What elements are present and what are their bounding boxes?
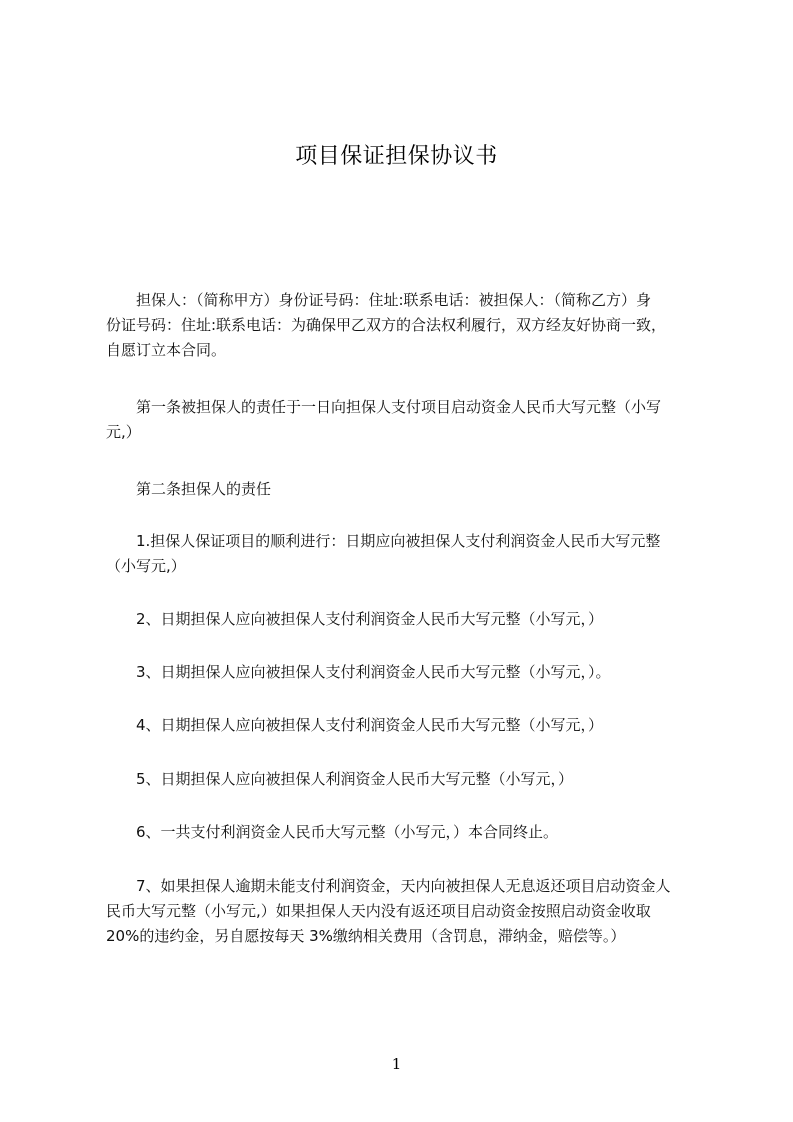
paragraph-item-7 xyxy=(106,874,700,949)
paragraph-item-2 xyxy=(106,607,700,632)
paragraph-line: 5、日期担保人应向被担保人利润资金人民币大写元整（小写元，） xyxy=(136,770,574,788)
paragraph-parties xyxy=(106,288,700,363)
paragraph-line: 3、日期担保人应向被担保人支付利润资金人民币大写元整（小写元，）。 xyxy=(136,663,611,681)
paragraph-item-5 xyxy=(106,767,700,792)
paragraph-line: 第二条担保人的责任 xyxy=(136,480,272,498)
paragraph-line: 第一条被担保人的责任于一日向担保人支付项目启动资金人民币大写元整（小写 xyxy=(136,398,662,416)
paragraph-item-4 xyxy=(106,713,700,738)
paragraph-line: （小写元,） xyxy=(106,557,186,575)
paragraph-line: 元,） xyxy=(106,423,141,441)
page-number: 1 xyxy=(391,1055,402,1073)
paragraph-item-3 xyxy=(106,660,700,685)
paragraph-line: 6、一共支付利润资金人民币大写元整（小写元，）本合同终止。 xyxy=(136,823,559,841)
paragraph-line: 民币大写元整（小写元,）如果担保人天内没有返还项目启动资金按照启动资金收取 xyxy=(106,902,651,920)
paragraph-line: 份证号码：住址:联系电话：为确保甲乙双方的合法权利履行，双方经友好协商一致， xyxy=(106,316,667,334)
paragraph-line: 自愿订立本合同。 xyxy=(106,341,227,359)
paragraph-line: 2、日期担保人应向被担保人支付利润资金人民币大写元整（小写元，） xyxy=(136,610,604,628)
document-title: 项目保证担保协议书 xyxy=(295,144,498,169)
paragraph-line: 4、日期担保人应向被担保人支付利润资金人民币大写元整（小写元，） xyxy=(136,716,604,734)
paragraph-item-1 xyxy=(106,529,700,579)
paragraph-article-one xyxy=(106,395,700,445)
paragraph-line: 1.担保人保证项目的顺利进行：日期应向被担保人支付利润资金人民币大写元整 xyxy=(136,532,661,550)
paragraph-item-6 xyxy=(106,820,700,845)
paragraph-line: 20%的违约金，另自愿按每天 3%缴纳相关费用（含罚息，滞纳金，赔偿等。） xyxy=(106,927,626,945)
paragraph-line: 7、如果担保人逾期未能支付利润资金，天内向被担保人无息返还项目启动资金人 xyxy=(136,877,671,895)
paragraph-article-two-heading xyxy=(106,477,700,502)
paragraph-line: 担保人：（简称甲方）身份证号码：住址:联系电话：被担保人：（简称乙方）身 xyxy=(136,291,652,309)
